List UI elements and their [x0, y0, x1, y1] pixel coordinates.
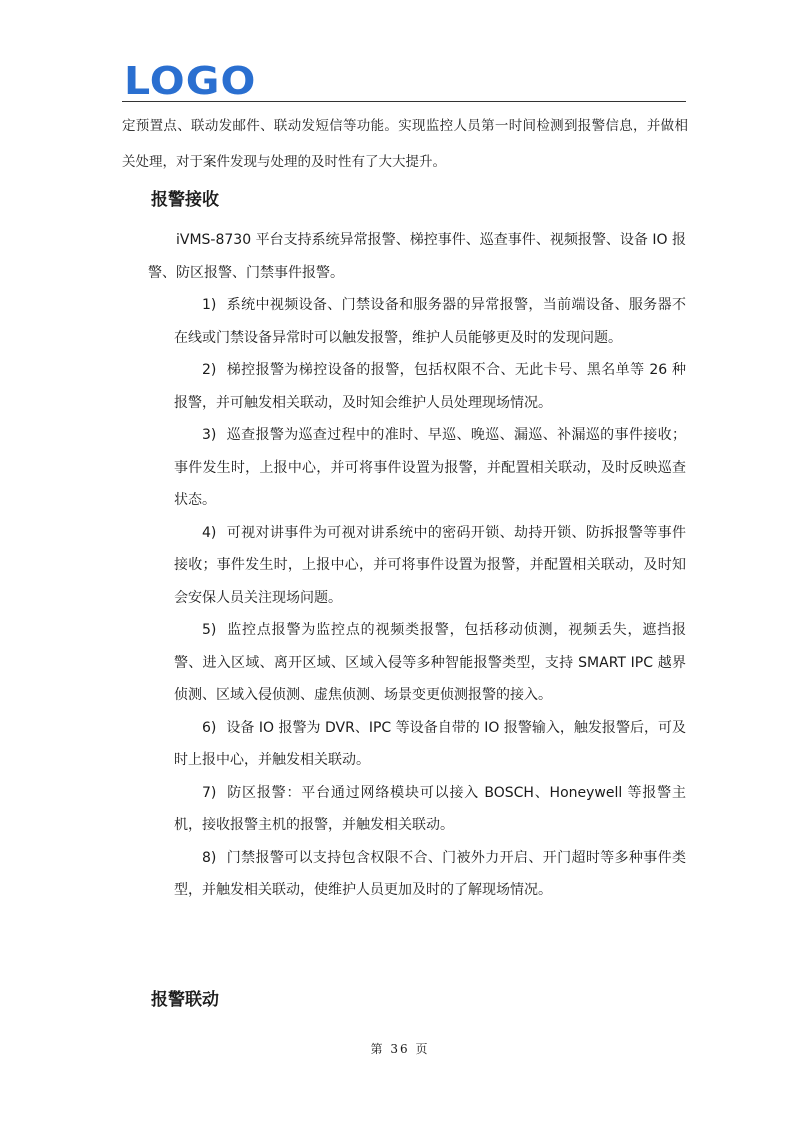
list-item [174, 289, 686, 354]
alarm-receive-paragraph: iVMS-8730 平台支持系统异常报警、梯控事件、巡查事件、视频报警、设备 IO 报警、防区报警、门禁事件报警。 [148, 232, 686, 281]
intro-paragraph: 定预置点、联动发邮件、联动发短信等功能。实现监控人员第一时间检测到报警信息，并做相关处理，对于案件发现与处理的及时性有了大大提升。 [122, 118, 688, 170]
list-item-number: 5) [202, 622, 217, 638]
list-item-number: 6) [202, 719, 217, 736]
list-item [174, 614, 686, 712]
list-item [174, 419, 686, 517]
list-item-text: 设备 IO 报警为 DVR、IPC 等设备自带的 IO 报警输入，触发报警后，可及时上报中心，并触发相关联动。 [174, 719, 686, 768]
list-item-number: 3) [202, 427, 217, 443]
section-heading-alarm-linkage: 报警联动 [151, 990, 219, 1010]
list-item-number: 2) [202, 362, 217, 378]
list-item [174, 842, 686, 907]
list-item-text: 监控点报警为监控点的视频类报警，包括移动侦测，视频丢失，遮挡报警、进入区域、离开区域、区域入侵等多种智能报警类型，支持 SMART IPC 越界侦测、区域入侵侦测、虚焦侦测、场景变更侦测报警的接入。 [174, 622, 686, 703]
section-heading-alarm-receive: 报警接收 [151, 190, 219, 210]
list-item-number: 7) [202, 784, 217, 801]
header-divider [122, 101, 686, 102]
alarm-receive-content [148, 224, 686, 907]
alarm-type-list [148, 289, 686, 907]
page-number: 第 36 页 [370, 1042, 430, 1056]
list-item [174, 777, 686, 842]
list-item [174, 354, 686, 419]
list-item-number: 8) [202, 849, 217, 866]
list-item [174, 712, 686, 777]
list-item-text: 门禁报警可以支持包含权限不合、门被外力开启、开门超时等多种事件类型，并触发相关联动，使维护人员更加及时的了解现场情况。 [174, 849, 686, 898]
list-item-text: 系统中视频设备、门禁设备和服务器的异常报警，当前端设备、服务器不在线或门禁设备异常时可以触发报警，维护人员能够更及时的发现问题。 [174, 297, 686, 346]
logo: LOGO [124, 59, 257, 103]
list-item-number: 4) [202, 524, 217, 541]
list-item-number: 1) [202, 297, 217, 313]
list-item-text: 可视对讲事件为可视对讲系统中的密码开锁、劫持开锁、防拆报警等事件接收；事件发生时，上报中心，并可将事件设置为报警，并配置相关联动，及时知会安保人员关注现场问题。 [174, 524, 686, 606]
list-item-text: 巡查报警为巡查过程中的准时、早巡、晚巡、漏巡、补漏巡的事件接收；事件发生时，上报中心，并可将事件设置为报警，并配置相关联动，及时反映巡查状态。 [174, 427, 686, 508]
list-item-text: 防区报警：平台通过网络模块可以接入 BOSCH、Honeywell 等报警主机，接收报警主机的报警，并触发相关联动。 [174, 784, 686, 833]
list-item [174, 517, 686, 615]
list-item-text: 梯控报警为梯控设备的报警，包括权限不合、无此卡号、黑名单等 26 种报警，并可触发相关联动，及时知会维护人员处理现场情况。 [174, 362, 686, 411]
